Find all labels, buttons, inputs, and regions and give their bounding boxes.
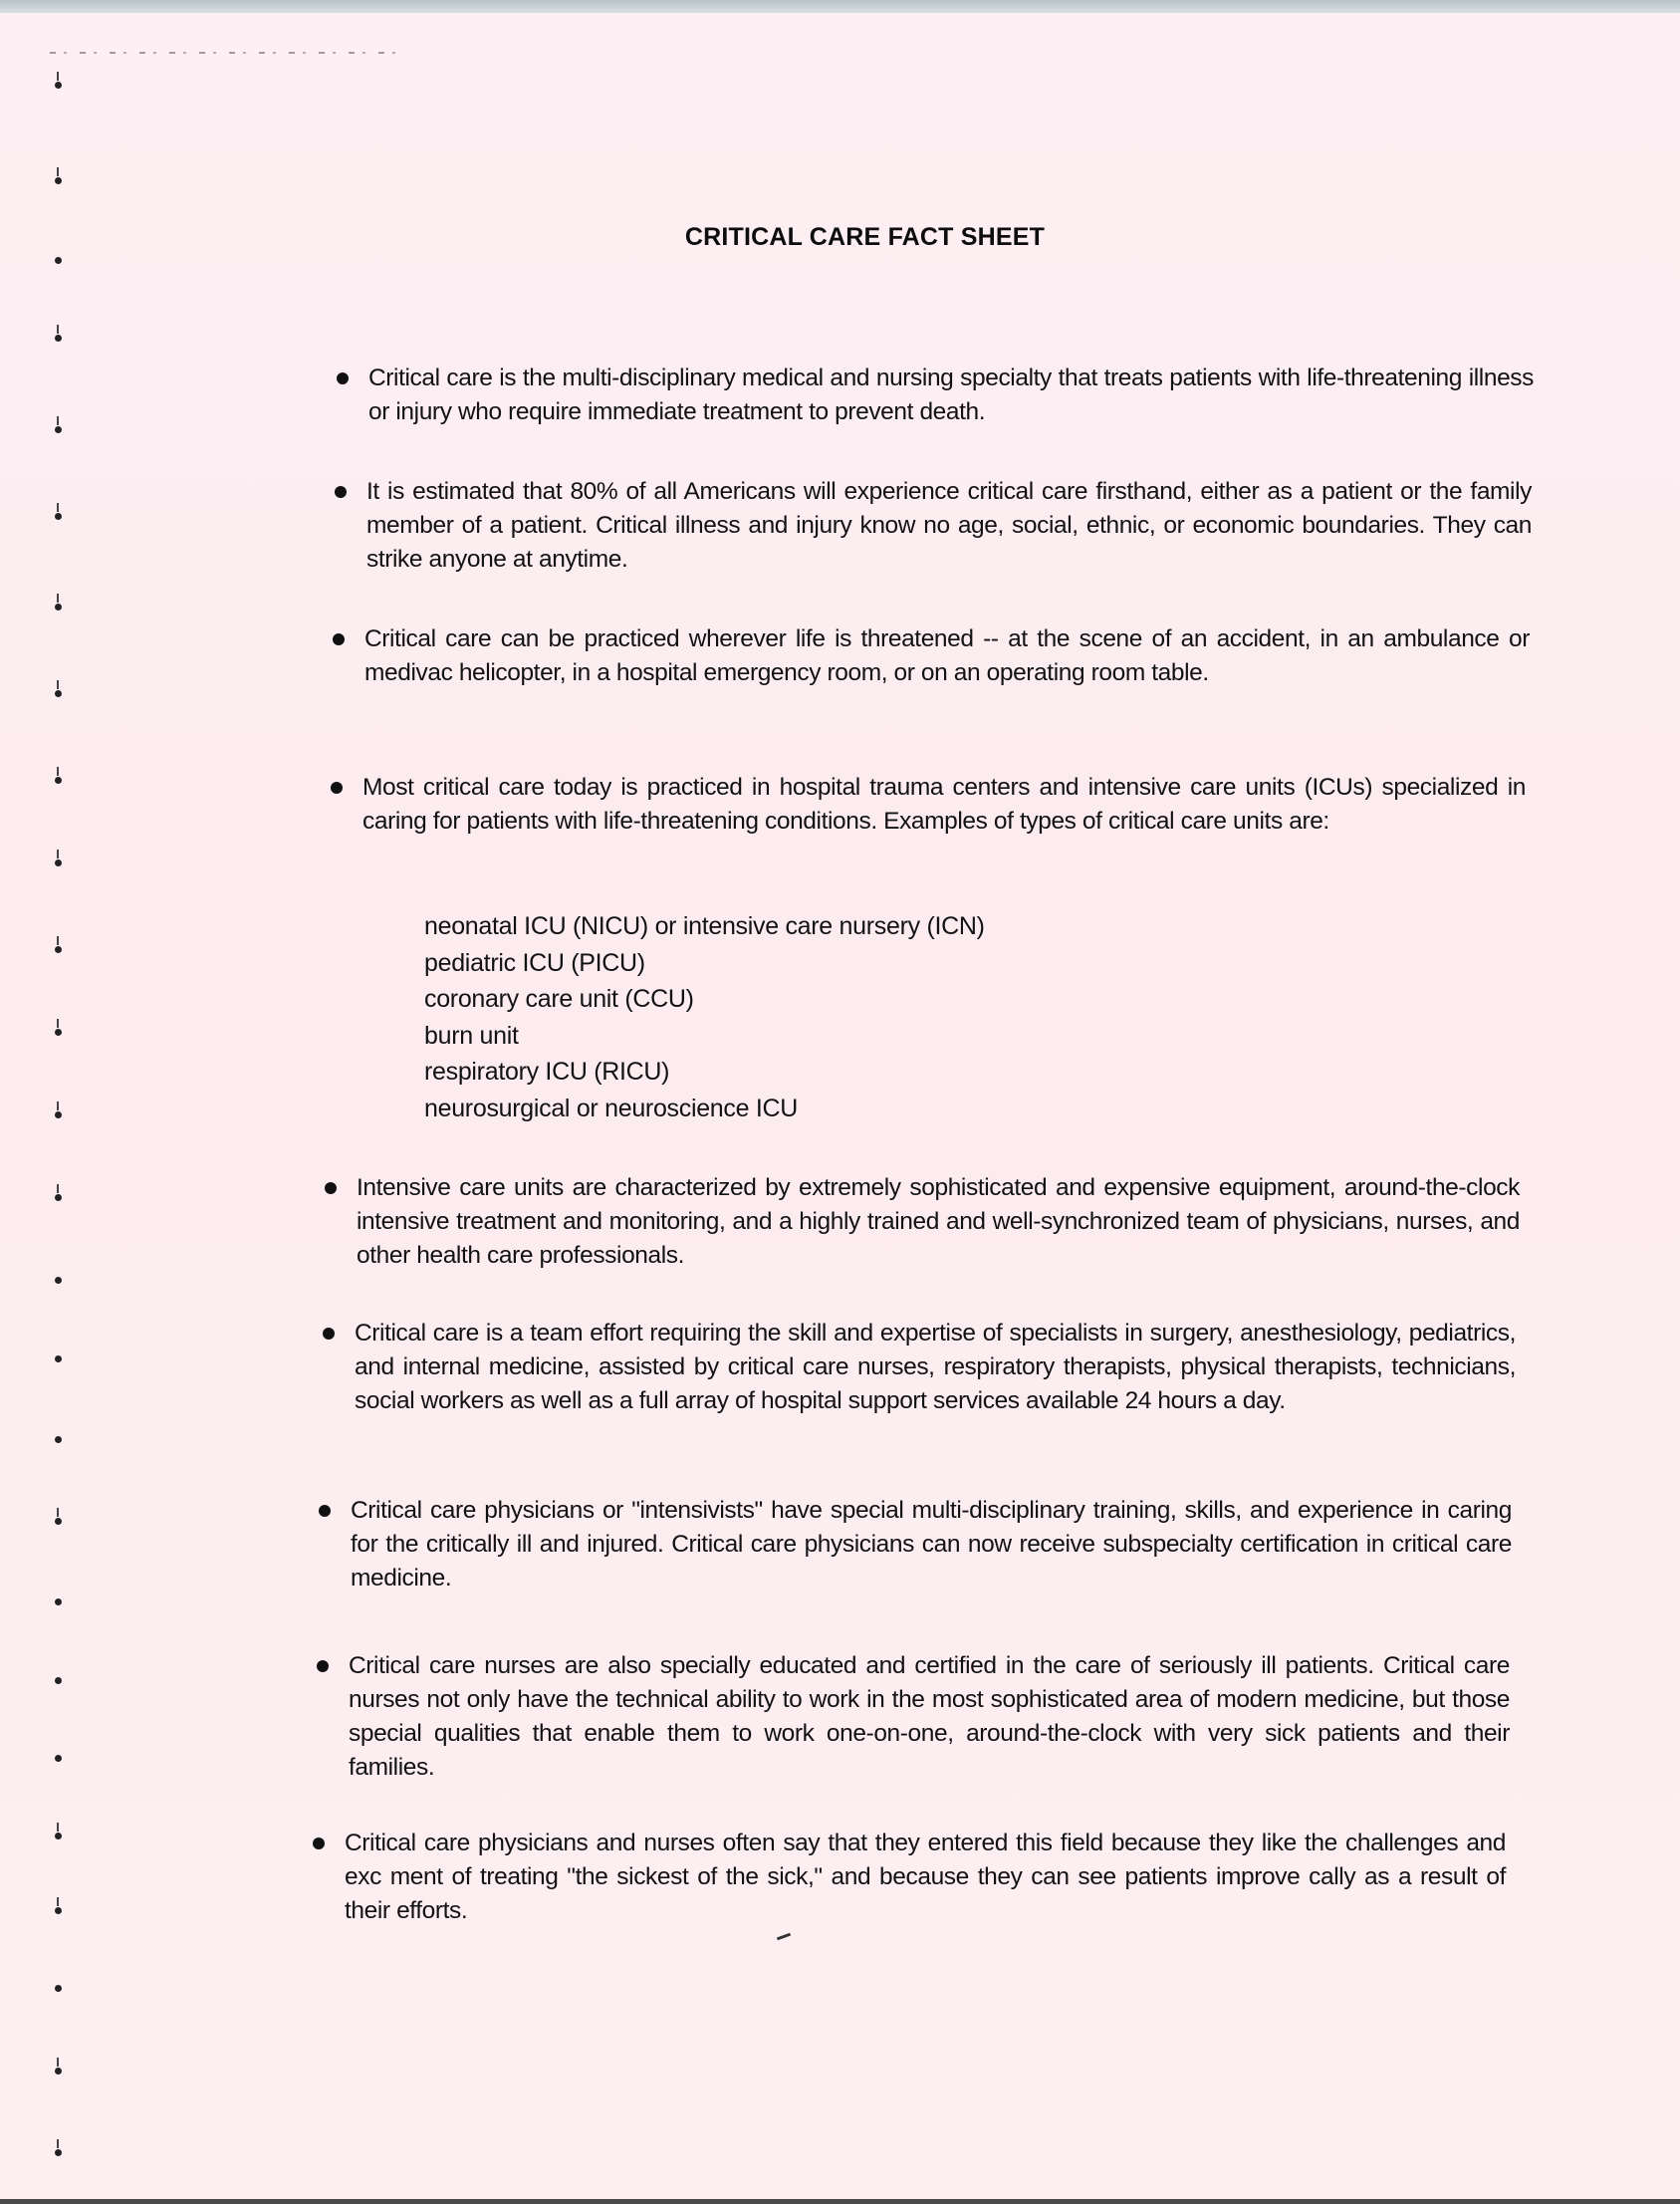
perforation-mark (55, 1355, 62, 1362)
fact-text: Critical care physicians and nurses often say that they entered this field because they like the challenges and exc ment of treating "the sickest of the sick," and because they can see patients improve cally as a result of their efforts. (345, 1830, 1506, 1924)
perforation-mark (55, 1194, 62, 1201)
perforation-mark (55, 2068, 62, 2075)
fact-item (366, 475, 1532, 577)
fact-text: Intensive care units are characterized by extremely sophisticated and expensive equipment, around-the-clock intensive treatment and monitoring, and a highly trained and well-synchronized team of physicians, nurses, and other health care professionals. (357, 1174, 1520, 1269)
perforation-mark (55, 1598, 62, 1605)
fact-item (345, 1827, 1506, 1928)
document-title: CRITICAL CARE FACT SHEET (684, 223, 1046, 251)
perforation-mark (55, 335, 62, 342)
bullet-icon (319, 1505, 331, 1517)
icu-type-item: pediatric ICU (PICU) (424, 948, 645, 977)
icu-type-item: burn unit (424, 1021, 519, 1050)
bullet-icon (323, 1328, 335, 1340)
perforation-mark (55, 1518, 62, 1525)
scan-bottom-edge (0, 2199, 1680, 2204)
perforation-mark (55, 1111, 62, 1118)
fact-item (357, 1171, 1520, 1273)
left-margin-perforations (0, 0, 90, 2204)
perforation-mark (55, 1436, 62, 1443)
perforation-mark (55, 777, 62, 784)
perforation-mark (55, 426, 62, 433)
fact-text: Critical care is a team effort requiring the skill and expertise of specialists in surgery, anesthesiology, pediatrics, and internal medicine, assisted by critical care nurses, respiratory therapists, physical therapists, technicians, social workers as well as a full array of hospital support services available 24 hours a day. (355, 1320, 1516, 1414)
perforation-mark (55, 1985, 62, 1992)
fact-text: Critical care can be practiced wherever life is threatened -- at the scene of an accident, in an ambulance or medivac helicopter, in a hospital emergency room, or on an operating room table. (364, 625, 1530, 686)
perforation-mark (55, 946, 62, 953)
fact-text: Critical care is the multi-disciplinary medical and nursing specialty that treats patients with life-threatening illness or injury who require immediate treatment to prevent death. (368, 365, 1534, 425)
icu-types-list (424, 908, 985, 1126)
fact-item (351, 1494, 1512, 1595)
icu-type-item: respiratory ICU (RICU) (424, 1058, 670, 1086)
perforation-mark (55, 1677, 62, 1684)
fact-item (355, 1317, 1516, 1418)
scan-artifact-line (50, 52, 408, 54)
perforation-mark (55, 1755, 62, 1762)
fact-item (368, 362, 1534, 429)
fact-item (364, 622, 1530, 690)
perforation-mark (55, 2149, 62, 2156)
fact-item (362, 771, 1526, 839)
fact-text: Most critical care today is practiced in hospital trauma centers and intensive care units (ICUs) specialized in caring for patients with life-threatening conditions. Examples of types of critical care units are: (362, 774, 1526, 835)
fact-text: It is estimated that 80% of all Americans will experience critical care firsthand, either as a patient or the family member of a patient. Critical illness and injury know no age, social, ethnic, or economic boundaries. They can strike anyone at anytime. (366, 478, 1532, 573)
perforation-mark (55, 1833, 62, 1839)
bullet-icon (337, 372, 349, 384)
perforation-mark (55, 690, 62, 697)
perforation-mark (55, 859, 62, 866)
fact-text: Critical care nurses are also specially educated and certified in the care of seriously ill patients. Critical care nurses not only have the technical ability to work in the most sophisticated area of modern medicine, but those special qualities that enable them to work one-on-one, around-the-clock with very sick patients and their families. (349, 1652, 1510, 1781)
perforation-mark (55, 82, 62, 89)
perforation-mark (55, 513, 62, 520)
icu-type-item: neurosurgical or neuroscience ICU (424, 1094, 799, 1122)
perforation-mark (55, 1029, 62, 1036)
bullet-icon (331, 782, 343, 794)
icu-type-item: coronary care unit (CCU) (424, 985, 694, 1013)
perforation-mark (55, 1907, 62, 1914)
bullet-icon (333, 633, 345, 645)
perforation-mark (55, 257, 62, 264)
perforation-mark (55, 604, 62, 611)
scan-top-edge (0, 0, 1680, 13)
bullet-icon (313, 1837, 325, 1849)
fact-item (349, 1649, 1510, 1785)
bullet-icon (325, 1182, 337, 1194)
bullet-icon (317, 1660, 329, 1672)
fact-text: Critical care physicians or "intensivists" have special multi-disciplinary training, skills, and experience in caring for the critically ill and injured. Critical care physicians can now receive subspecialty certification in critical care medicine. (351, 1497, 1512, 1592)
icu-type-item: neonatal ICU (NICU) or intensive care nursery (ICN) (424, 912, 985, 940)
perforation-mark (55, 1277, 62, 1284)
perforation-mark (55, 177, 62, 184)
bullet-icon (335, 486, 347, 498)
